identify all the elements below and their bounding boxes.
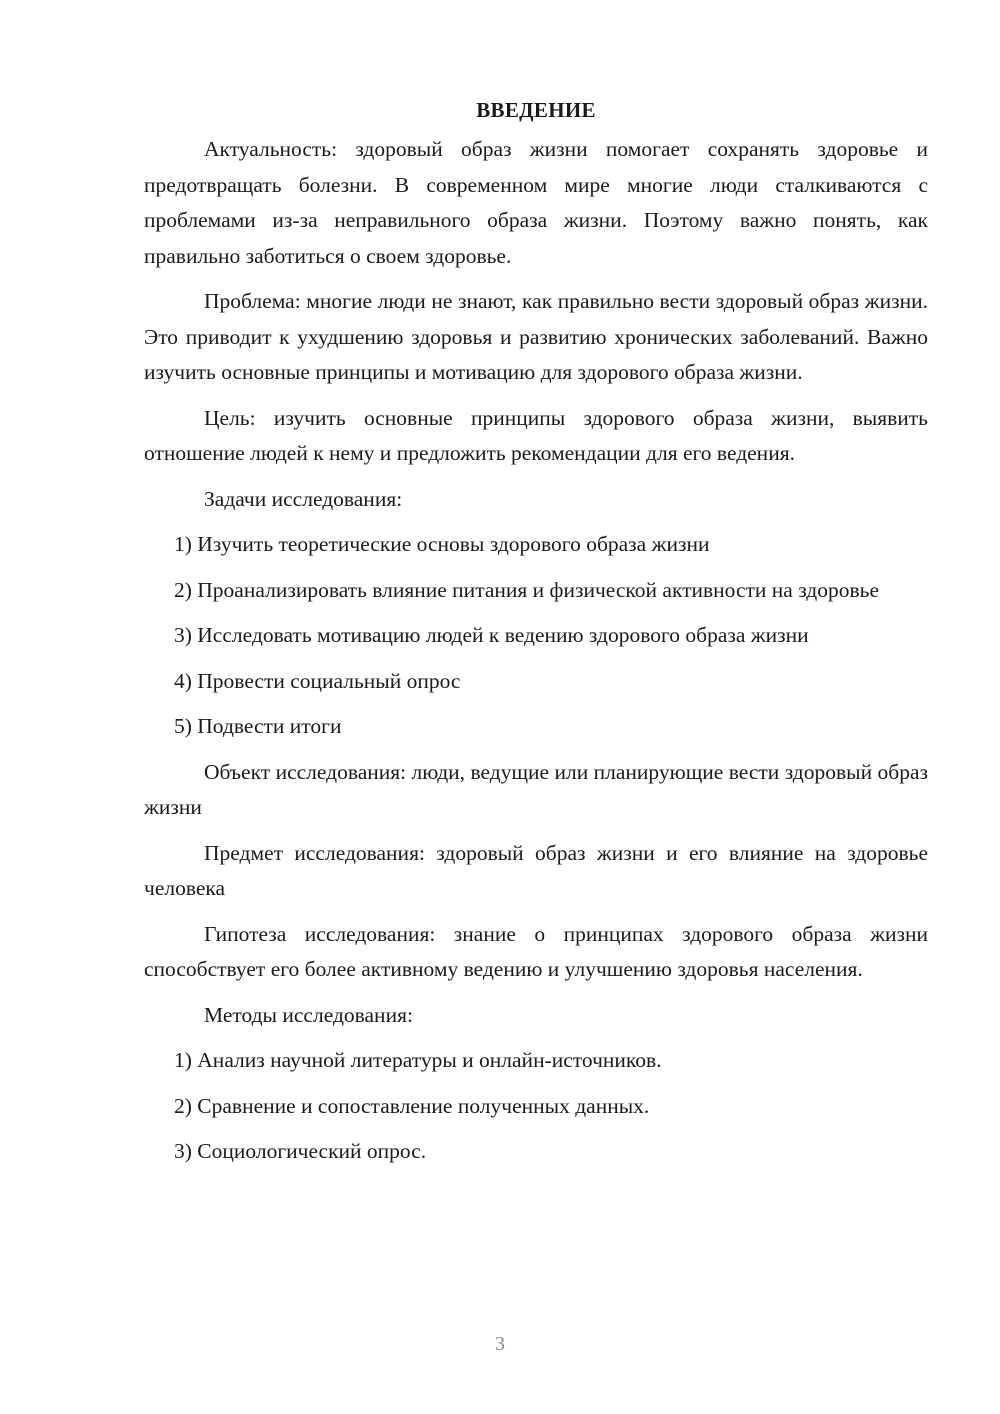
problem-paragraph: Проблема: многие люди не знают, как правильно вести здоровый образ жизни. Это приводит к ухудшению здоровья и развитию хронических заболеваний. Важно изучить основные принципы и мотивацию для здорового образа жизни. xyxy=(144,289,928,384)
relevance-paragraph: Актуальность: здоровый образ жизни помогает сохранять здоровье и предотвращать болезни. В современном мире многие люди сталкиваются с проблемами из-за неправильного образа жизни. Поэтому важно понять, как правильно заботиться о своем здоровье. xyxy=(144,137,928,268)
subject-paragraph: Предмет исследования: здоровый образ жизни и его влияние на здоровье человека xyxy=(144,840,928,900)
section-title: ВВЕДЕНИЕ xyxy=(476,98,596,122)
methods-label: Методы исследования: xyxy=(204,1002,413,1027)
page-number: 3 xyxy=(495,1333,505,1355)
hypothesis-paragraph: Гипотеза исследования: знание о принципах здорового образа жизни способствует его более активному ведению и улучшению здоровья населения. xyxy=(144,921,928,981)
task-item: 4) Провести социальный опрос xyxy=(174,668,461,693)
method-item: 1) Анализ научной литературы и онлайн-источников. xyxy=(174,1048,662,1072)
tasks-label: Задачи исследования: xyxy=(204,486,403,511)
task-item: 1) Изучить теоретические основы здорового образа жизни xyxy=(174,532,710,556)
task-item: 2) Проанализировать влияние питания и физической активности на здоровье xyxy=(174,577,879,602)
object-paragraph: Объект исследования: люди, ведущие или планирующие вести здоровый образ жизни xyxy=(144,759,928,819)
task-item: 3) Исследовать мотивацию людей к ведению здорового образа жизни xyxy=(174,623,809,647)
goal-paragraph: Цель: изучить основные принципы здорового образа жизни, выявить отношение людей к нему и предложить рекомендации для его ведения. xyxy=(144,405,928,465)
method-item: 2) Сравнение и сопоставление полученных данных. xyxy=(174,1093,650,1118)
task-item: 5) Подвести итоги xyxy=(174,714,342,738)
method-item: 3) Социологический опрос. xyxy=(174,1139,427,1163)
document-page xyxy=(144,92,928,1180)
